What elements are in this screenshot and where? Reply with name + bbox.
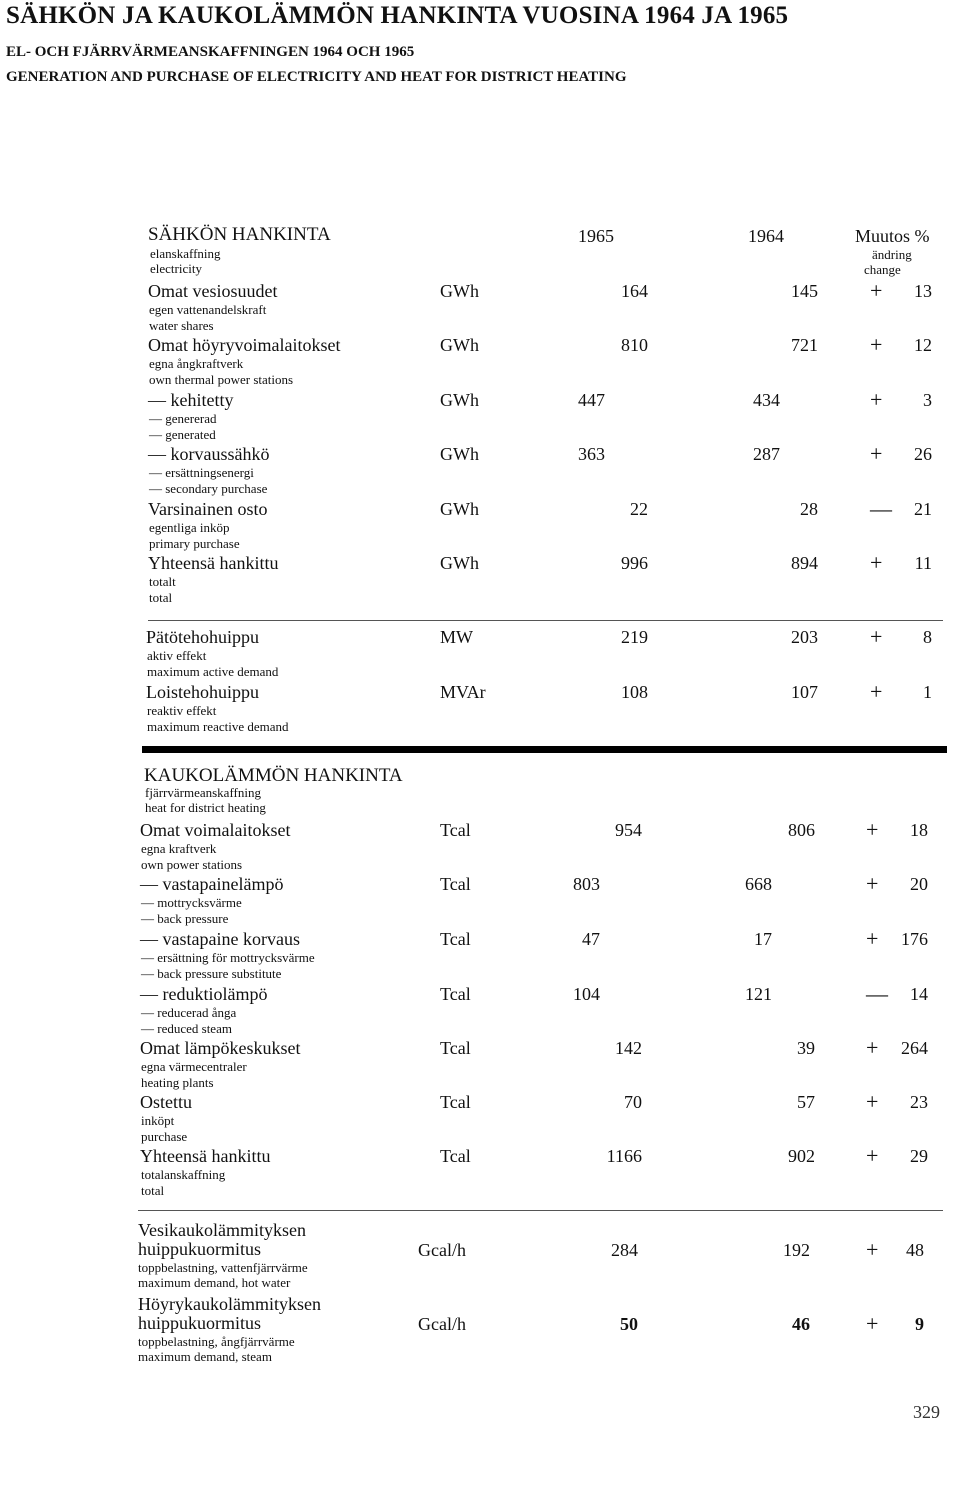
- row-label-sv: — ersättning för mottrycksvärme: [141, 950, 315, 965]
- value-1965: 50: [620, 1314, 638, 1334]
- row-label-en: maximum demand, hot water: [138, 1275, 291, 1290]
- change-percent: 29: [910, 1146, 928, 1166]
- table-row: [0, 332, 960, 387]
- unit: MVAr: [440, 682, 486, 702]
- change-sign: —: [866, 981, 888, 1006]
- change-percent: 23: [910, 1092, 928, 1112]
- row-label-en: — reduced steam: [141, 1021, 232, 1036]
- value-1965: 70: [624, 1092, 642, 1112]
- change-sign: —: [870, 496, 892, 521]
- value-1965: 996: [621, 553, 648, 573]
- value-1964: 107: [791, 682, 818, 702]
- row-label: — vastapainelämpö: [140, 874, 284, 894]
- table-row: [0, 679, 960, 734]
- table-row: [0, 550, 960, 605]
- row-label-en: own power stations: [141, 857, 243, 872]
- row-label: Varsinainen osto: [148, 499, 268, 519]
- row-label-sv: toppbelastning, vattenfjärrvärme: [138, 1260, 308, 1275]
- value-1964: 203: [791, 627, 818, 647]
- change-percent: 21: [914, 499, 932, 519]
- value-1965-breakdown: 803: [573, 874, 600, 894]
- table-row: [0, 1220, 960, 1290]
- change-sign: +: [866, 871, 879, 896]
- row-label-en: maximum demand, steam: [138, 1349, 272, 1364]
- section-electricity-sv: elanskaffning: [150, 246, 221, 261]
- row-label-en: own thermal power stations: [149, 372, 294, 387]
- value-1964-breakdown: 668: [745, 874, 772, 894]
- change-percent: 13: [914, 281, 932, 301]
- value-1965: 108: [621, 682, 648, 702]
- row-label-en: purchase: [141, 1129, 188, 1144]
- value-1964: 894: [791, 553, 818, 573]
- change-percent: 1: [923, 682, 932, 702]
- change-sign: +: [866, 1311, 879, 1336]
- row-label-en: water shares: [149, 318, 214, 333]
- row-label: Ostettu: [140, 1092, 192, 1112]
- row-label: Höyrykaukolämmityksen: [138, 1294, 321, 1314]
- row-label-sv: egna ångkraftverk: [149, 356, 244, 371]
- row-label: Pätötehohuippu: [146, 627, 259, 647]
- section-electricity-en: electricity: [150, 261, 202, 276]
- value-1965: 810: [621, 335, 648, 355]
- row-label: Yhteensä hankittu: [140, 1146, 271, 1166]
- divider: [138, 1210, 943, 1211]
- table-row: [0, 1143, 960, 1198]
- row-label: Omat voimalaitokset: [140, 820, 291, 840]
- unit: GWh: [440, 281, 479, 301]
- value-1964-breakdown: 121: [745, 984, 772, 1004]
- divider: [148, 620, 943, 621]
- table-row: [0, 278, 960, 333]
- column-header-1964: 1964: [748, 226, 784, 246]
- row-label-sv: — ersättningsenergi: [149, 465, 254, 480]
- row-label-sv: totalanskaffning: [141, 1167, 226, 1182]
- value-1965-breakdown: 104: [573, 984, 600, 1004]
- unit: Gcal/h: [418, 1240, 466, 1260]
- column-header-change-sv: ändring: [872, 247, 912, 262]
- change-sign: +: [870, 278, 883, 303]
- value-1964-breakdown: 17: [754, 929, 772, 949]
- change-percent: 12: [914, 335, 932, 355]
- page-number: 329: [913, 1402, 940, 1422]
- unit: Tcal: [440, 1092, 471, 1112]
- row-label: huippukuormitus: [138, 1239, 262, 1259]
- change-sign: +: [870, 624, 883, 649]
- unit: Tcal: [440, 1038, 471, 1058]
- change-percent: 264: [901, 1038, 928, 1058]
- change-sign: +: [866, 1143, 879, 1168]
- section-heat-title: KAUKOLÄMMÖN HANKINTA: [144, 765, 403, 786]
- row-label-sv: egen vattenandelskraft: [149, 302, 267, 317]
- row-label-en: — back pressure: [141, 911, 229, 926]
- change-percent: 14: [910, 984, 928, 1004]
- table-row: [0, 981, 960, 1036]
- column-header-change-en: change: [864, 262, 901, 277]
- row-label-en: primary purchase: [149, 536, 240, 551]
- row-label-en: maximum reactive demand: [147, 719, 289, 734]
- change-sign: +: [866, 817, 879, 842]
- value-1965: 142: [615, 1038, 642, 1058]
- value-1964: 28: [800, 499, 818, 519]
- row-label: — korvaussähkö: [148, 444, 270, 464]
- unit: Tcal: [440, 984, 471, 1004]
- row-label-en: — generated: [149, 427, 216, 442]
- subtitle-swedish: EL- OCH FJÄRRVÄRMEANSKAFFNINGEN 1964 OCH 1965: [6, 44, 415, 60]
- value-1964: 721: [791, 335, 818, 355]
- section-heat-sv: fjärrvärmeanskaffning: [145, 785, 261, 800]
- section-divider: [142, 746, 947, 753]
- row-label-en: — back pressure substitute: [141, 966, 282, 981]
- row-label-en: total: [141, 1183, 165, 1198]
- value-1965: 22: [630, 499, 648, 519]
- row-label-sv: egentliga inköp: [149, 520, 230, 535]
- value-1965-breakdown: 47: [582, 929, 600, 949]
- unit: GWh: [440, 335, 479, 355]
- row-label: — kehitetty: [148, 390, 234, 410]
- row-label-en: total: [149, 590, 173, 605]
- row-label: — vastapaine korvaus: [140, 929, 300, 949]
- value-1964-breakdown: 287: [753, 444, 780, 464]
- row-label: Omat höyryvoimalaitokset: [148, 335, 341, 355]
- row-label-sv: — reducerad ånga: [141, 1005, 237, 1020]
- value-1964: 192: [783, 1240, 810, 1260]
- subtitle-english: GENERATION AND PURCHASE OF ELECTRICITY AND HEAT FOR DISTRICT HEATING: [6, 69, 627, 85]
- value-1964: 39: [797, 1038, 815, 1058]
- unit: Tcal: [440, 1146, 471, 1166]
- change-sign: +: [866, 926, 879, 951]
- table-row: [0, 926, 960, 981]
- change-sign: +: [866, 1035, 879, 1060]
- row-label-sv: egna värmecentraler: [141, 1059, 247, 1074]
- row-label-sv: totalt: [149, 574, 176, 589]
- value-1965: 954: [615, 820, 642, 840]
- row-label-en: maximum active demand: [147, 664, 279, 679]
- change-sign: +: [870, 441, 883, 466]
- value-1965-breakdown: 363: [578, 444, 605, 464]
- value-1964: 145: [791, 281, 818, 301]
- change-sign: +: [866, 1089, 879, 1114]
- section-heat-en: heat for district heating: [145, 800, 266, 815]
- change-percent: 48: [906, 1240, 924, 1260]
- table-row: [0, 1089, 960, 1144]
- unit: GWh: [440, 553, 479, 573]
- table-row: [0, 387, 960, 442]
- row-label-en: — secondary purchase: [149, 481, 268, 496]
- value-1964: 902: [788, 1146, 815, 1166]
- row-label-sv: — mottrycksvärme: [141, 895, 242, 910]
- change-percent: 9: [915, 1314, 924, 1334]
- unit: GWh: [440, 390, 479, 410]
- column-header-change: Muutos %: [855, 226, 930, 246]
- row-label-sv: egna kraftverk: [141, 841, 217, 856]
- change-percent: 18: [910, 820, 928, 840]
- row-label-sv: reaktiv effekt: [147, 703, 217, 718]
- table-row: [0, 1294, 960, 1364]
- value-1964: 806: [788, 820, 815, 840]
- unit: MW: [440, 627, 473, 647]
- change-sign: +: [866, 1237, 879, 1262]
- row-label: Yhteensä hankittu: [148, 553, 279, 573]
- change-percent: 20: [910, 874, 928, 894]
- row-label-sv: inköpt: [141, 1113, 175, 1128]
- unit: GWh: [440, 444, 479, 464]
- table-row: [0, 817, 960, 872]
- row-label: — reduktiolämpö: [140, 984, 268, 1004]
- unit: Gcal/h: [418, 1314, 466, 1334]
- table-row: [0, 1035, 960, 1090]
- change-percent: 8: [923, 627, 932, 647]
- column-header-1965: 1965: [578, 226, 614, 246]
- change-sign: +: [870, 332, 883, 357]
- value-1965: 1166: [606, 1146, 642, 1166]
- change-percent: 176: [901, 929, 928, 949]
- row-label: Loistehohuippu: [146, 682, 259, 702]
- change-sign: +: [870, 550, 883, 575]
- value-1964: 57: [797, 1092, 815, 1112]
- section-electricity-title: SÄHKÖN HANKINTA: [148, 224, 331, 245]
- value-1965: 164: [621, 281, 648, 301]
- change-sign: +: [870, 387, 883, 412]
- change-percent: 26: [914, 444, 932, 464]
- change-sign: +: [870, 679, 883, 704]
- row-label: Omat lämpökeskukset: [140, 1038, 301, 1058]
- row-label: Vesikaukolämmityksen: [138, 1220, 306, 1240]
- value-1964-breakdown: 434: [753, 390, 780, 410]
- value-1965-breakdown: 447: [578, 390, 605, 410]
- change-percent: 3: [923, 390, 932, 410]
- row-label-sv: aktiv effekt: [147, 648, 207, 663]
- unit: Tcal: [440, 874, 471, 894]
- unit: Tcal: [440, 820, 471, 840]
- value-1964: 46: [792, 1314, 810, 1334]
- page-title: SÄHKÖN JA KAUKOLÄMMÖN HANKINTA VUOSINA 1964 JA 1965: [6, 2, 789, 29]
- row-label: huippukuormitus: [138, 1313, 262, 1333]
- row-label: Omat vesiosuudet: [148, 281, 278, 301]
- row-label-en: heating plants: [141, 1075, 214, 1090]
- unit: GWh: [440, 499, 479, 519]
- table-row: [0, 441, 960, 496]
- unit: Tcal: [440, 929, 471, 949]
- row-label-sv: — genererad: [149, 411, 217, 426]
- row-label-sv: toppbelastning, ångfjärrvärme: [138, 1334, 295, 1349]
- value-1965: 284: [611, 1240, 638, 1260]
- change-percent: 11: [914, 553, 932, 573]
- table-row: [0, 624, 960, 679]
- value-1965: 219: [621, 627, 648, 647]
- table-row: [0, 496, 960, 551]
- table-row: [0, 871, 960, 926]
